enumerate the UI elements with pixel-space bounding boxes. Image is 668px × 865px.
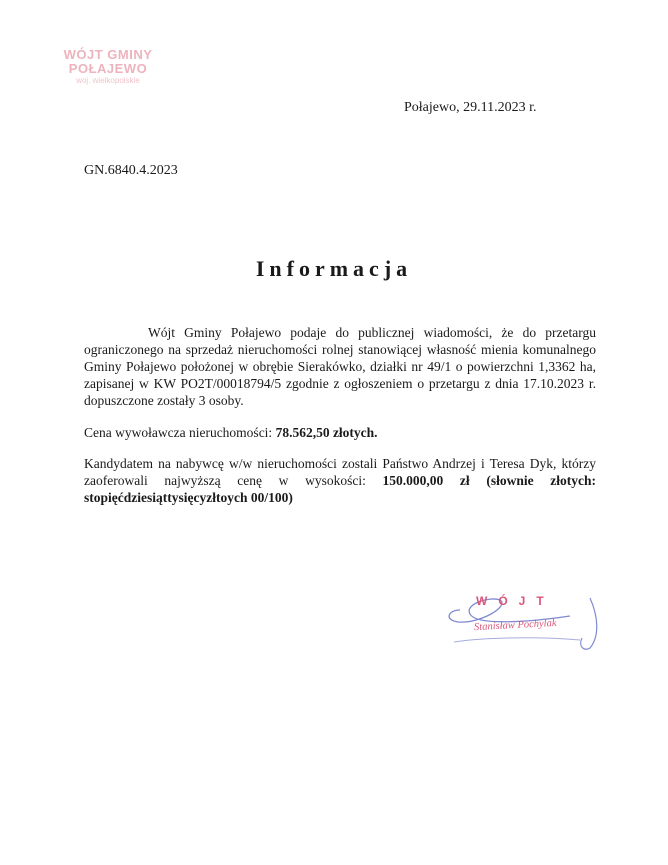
buyer-text: Kandydatem na nabywcę w/w nieruchomości zostali Państwo Andrzej i Teresa Dyk, którzy zaoferowali najwyższą cenę w wysokości: [84,456,596,488]
paragraph-buyer [84,455,596,506]
starting-price-label: Cena wywoławcza nieruchomości: [84,425,276,440]
stamp-line-2: POŁAJEWO [68,61,148,76]
starting-price-value: 78.562,50 złotych. [275,425,378,440]
paragraph-announcement: Wójt Gminy Połajewo podaje do publicznej wiadomości, że do przetargu ograniczonego na sprzedaż nieruchomości rolnej stanowiącej własność mienia komunalnego Gminy Połajewo położonej w obrębie Sierakówko, działki nr 49/1 o powierzchni 1,3362 ha, zapisanej w KW PO2T/00018794/5 zgodnie z ogłoszeniem o przetargu z dnia 17.10.2023 r. dopuszczone zostały 3 osoby. [84,325,596,408]
signature-name: Stanisław Pochylak [473,617,557,634]
paragraph-starting-price [84,424,596,441]
place-and-date: Połajewo, 29.11.2023 r. [404,100,537,115]
office-stamp [48,48,168,86]
document-title: Informacja [255,256,413,281]
stamp-line-1: WÓJT GMINY [63,47,153,62]
stamp-line-3: woj. wielkopolskie [76,76,140,85]
signature-title: WÓJT [476,594,555,608]
signature-block [440,586,620,656]
reference-number: GN.6840.4.2023 [84,163,178,178]
winning-price-value: 150.000,00 zł (słownie złotych: stopięćdziesiąttysięcyzłtoych 00/100) [84,473,597,505]
